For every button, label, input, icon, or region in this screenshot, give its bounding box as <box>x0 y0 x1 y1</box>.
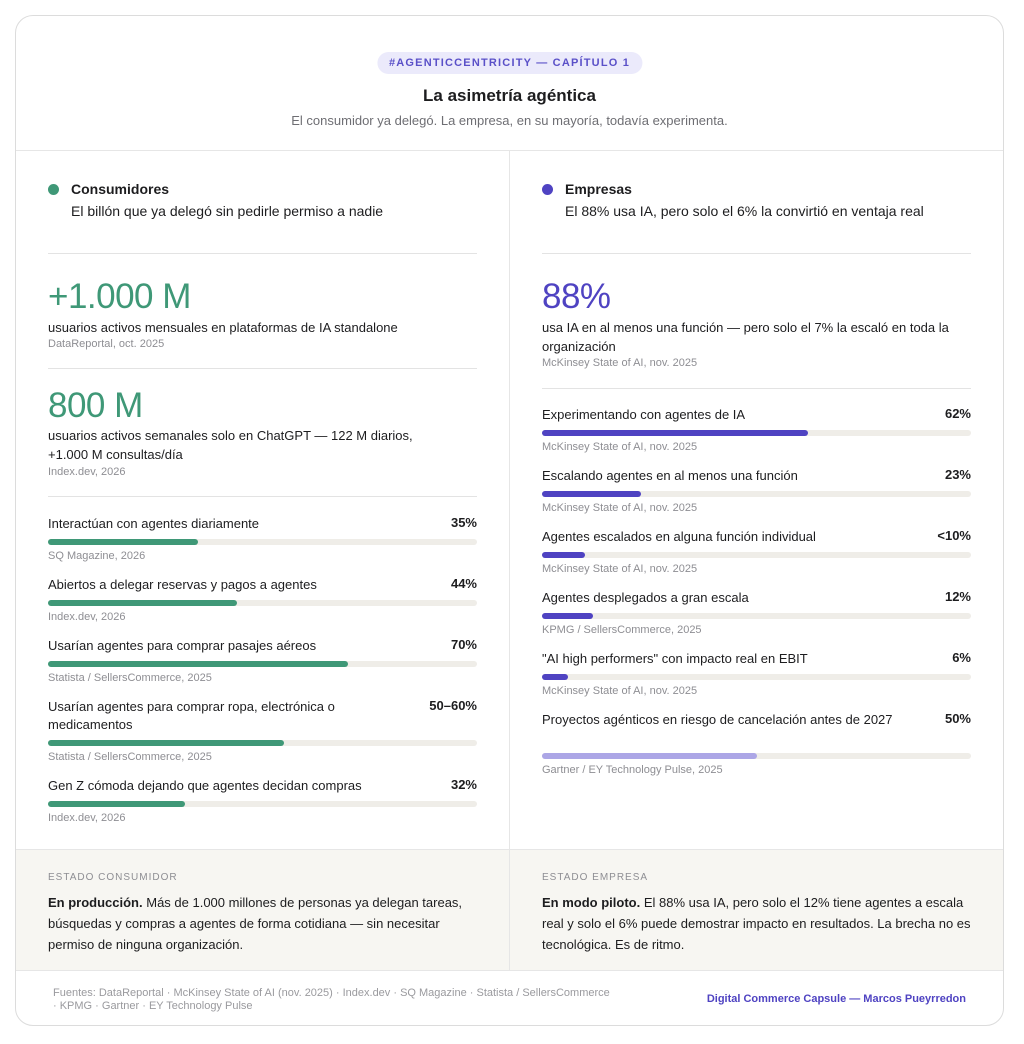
bar-value: 32% <box>450 777 477 792</box>
bar-fill <box>542 430 808 436</box>
footer-sources: Fuentes: DataReportal · McKinsey State of AI (nov. 2025) · Index.dev · SQ Magazine · Statista / SellersCommerce · KPMG · Gartner · EY Technology Pulse <box>53 987 610 1012</box>
divider <box>542 388 971 389</box>
bar-source: Statista / SellersCommerce, 2025 <box>48 672 212 684</box>
stat-description: usa IA en al menos una función — pero solo el 7% la escaló en toda la organización <box>542 320 949 354</box>
enterprise-status-body: El 88% usa IA, pero solo el 12% tiene agentes a escala real y solo el 6% puede demostrar impacto en resultados. La brecha no es tecnológica. Es de ritmo. <box>542 895 971 952</box>
bar-source: Index.dev, 2026 <box>48 611 126 623</box>
consumers-title: Consumidores <box>71 181 170 197</box>
footer-credit: Digital Commerce Capsule — Marcos Pueyrredon <box>706 993 966 1005</box>
bar-value: 6% <box>952 650 971 665</box>
divider <box>48 368 477 369</box>
bar-label: Experimentando con agentes de IA <box>542 407 746 422</box>
bar-value: 35% <box>450 515 477 530</box>
bar-fill <box>542 613 593 619</box>
enterprise-status-bold: En modo piloto. <box>542 895 641 910</box>
consumer-status-text <box>48 892 478 955</box>
bar-track <box>48 600 477 606</box>
chapter-tag: #AGENTICCENTRICITY — CAPÍTULO 1 <box>377 52 642 74</box>
enterprises-column <box>510 151 1004 849</box>
bar-label: Interactúan con agentes diariamente <box>48 516 260 531</box>
consumer-status-body: Más de 1.000 millones de personas ya delegan tareas, búsquedas y compras a agentes de forma cotidiana — sin necesitar permiso de ninguna organización. <box>48 895 463 952</box>
bar-label: Agentes desplegados a gran escala <box>542 590 749 605</box>
bar-track <box>542 491 971 497</box>
bar-source: McKinsey State of AI, nov. 2025 <box>542 563 698 575</box>
consumers-column <box>16 151 510 849</box>
bar-value: 12% <box>944 589 971 604</box>
bar-fill <box>542 491 641 497</box>
bar-source: McKinsey State of AI, nov. 2025 <box>542 502 698 514</box>
divider <box>48 253 477 254</box>
stat-source: Index.dev, 2026 <box>48 466 126 478</box>
bar-track <box>542 674 971 680</box>
consumer-status-panel <box>16 849 510 970</box>
bar-track <box>48 740 477 746</box>
bar-fill <box>48 801 185 807</box>
bar-track <box>542 753 971 759</box>
bar-label: Agentes escalados en alguna función individual <box>542 529 816 544</box>
consumer-status-bold: En producción. <box>48 895 143 910</box>
divider <box>48 496 477 497</box>
stat-value: 800 M <box>48 386 143 425</box>
bar-source: Gartner / EY Technology Pulse, 2025 <box>542 764 723 776</box>
bar-label: "AI high performers" con impacto real en EBIT <box>542 651 808 666</box>
stat-value: +1.000 M <box>48 277 191 316</box>
stat-description: usuarios activos semanales solo en ChatGPT — 122 M diarios, +1.000 M consultas/día <box>48 428 413 462</box>
purple-dot-icon <box>542 184 553 195</box>
bar-source: KPMG / SellersCommerce, 2025 <box>542 624 702 636</box>
bar-track <box>542 552 971 558</box>
stat-description: usuarios activos mensuales en plataformas de IA standalone <box>48 320 398 335</box>
bar-value: 70% <box>450 637 477 652</box>
bar-label: Gen Z cómoda dejando que agentes decidan compras <box>48 778 362 793</box>
bar-value: 50–60% <box>429 698 477 713</box>
enterprise-status-label: ESTADO EMPRESA <box>542 872 649 883</box>
bar-source: SQ Magazine, 2026 <box>48 550 146 562</box>
green-dot-icon <box>48 184 59 195</box>
enterprises-subtitle: El 88% usa IA, pero solo el 6% la convirtió en ventaja real <box>565 203 924 219</box>
enterprise-status-text <box>542 892 972 955</box>
bar-fill <box>542 552 585 558</box>
bar-label: Usarían agentes para comprar pasajes aéreos <box>48 638 317 653</box>
bar-value: 50% <box>944 711 971 726</box>
bar-track <box>542 430 971 436</box>
bar-label: Proyectos agénticos en riesgo de cancelación antes de 2027 <box>542 712 893 727</box>
bar-value: 23% <box>944 467 971 482</box>
divider <box>542 253 971 254</box>
bar-value: 44% <box>450 576 477 591</box>
bar-track <box>48 539 477 545</box>
bar-label: Usarían agentes para comprar ropa, electrónica o medicamentos <box>48 699 335 732</box>
bar-fill <box>542 753 757 759</box>
bar-track <box>48 801 477 807</box>
bar-label: Abiertos a delegar reservas y pagos a agentes <box>48 577 317 592</box>
bar-fill <box>48 661 348 667</box>
bar-fill <box>48 539 198 545</box>
footer <box>16 970 1003 1026</box>
page-title: La asimetría agéntica <box>423 86 596 105</box>
bar-source: McKinsey State of AI, nov. 2025 <box>542 441 698 453</box>
bar-source: Statista / SellersCommerce, 2025 <box>48 751 212 763</box>
bar-fill <box>48 740 284 746</box>
bar-track <box>48 661 477 667</box>
consumers-subtitle: El billón que ya delegó sin pedirle permiso a nadie <box>71 203 384 219</box>
consumer-status-label: ESTADO CONSUMIDOR <box>48 872 178 883</box>
stat-value: 88% <box>542 277 611 316</box>
enterprises-title: Empresas <box>565 181 632 197</box>
bar-value: <10% <box>937 528 971 543</box>
bar-source: Index.dev, 2026 <box>48 812 126 824</box>
stat-source: DataReportal, oct. 2025 <box>48 338 165 350</box>
bar-source: McKinsey State of AI, nov. 2025 <box>542 685 698 697</box>
header <box>16 16 1003 151</box>
bar-track <box>542 613 971 619</box>
enterprise-status-panel <box>510 849 1004 970</box>
bar-label: Escalando agentes en al menos una función <box>542 468 798 483</box>
page-subtitle: El consumidor ya delegó. La empresa, en su mayoría, todavía experimenta. <box>291 113 728 128</box>
infographic-card <box>15 15 1004 1026</box>
stat-source: McKinsey State of AI, nov. 2025 <box>542 357 698 369</box>
bar-fill <box>48 600 237 606</box>
bar-fill <box>542 674 568 680</box>
bar-value: 62% <box>944 406 971 421</box>
